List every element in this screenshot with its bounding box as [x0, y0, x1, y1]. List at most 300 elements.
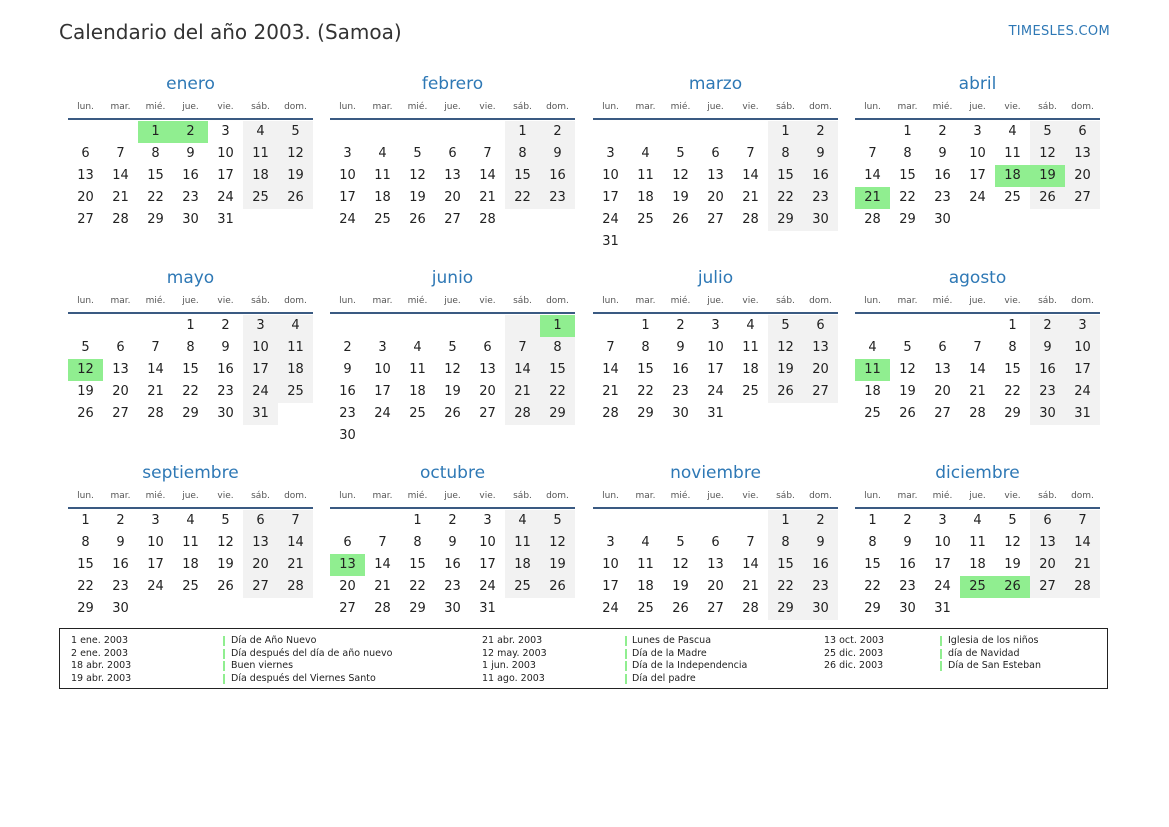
- days-grid: [68, 121, 313, 231]
- days-grid: [68, 510, 313, 620]
- day-cell: 9: [186, 146, 195, 161]
- days-grid: [855, 315, 1100, 425]
- day-cell: 31: [707, 406, 724, 421]
- day-cell: 2: [540, 121, 575, 143]
- empty-cell: [733, 403, 768, 425]
- weekday-header: [330, 485, 575, 509]
- empty-cell: [1065, 598, 1100, 620]
- weekday-label: dom.: [809, 491, 832, 501]
- month-abril: [855, 72, 1100, 231]
- legend-holiday-name: Día después del día de año nuevo: [231, 647, 393, 659]
- weekday-label: lun.: [864, 296, 881, 306]
- day-cell: 19: [540, 554, 575, 576]
- weekday-label: mié.: [407, 491, 428, 501]
- month-name: noviembre: [670, 463, 761, 483]
- day-cell: 30: [672, 406, 689, 421]
- weekday-label: mié.: [670, 296, 691, 306]
- day-cell: 18: [243, 165, 278, 187]
- day-cell: 14: [602, 362, 619, 377]
- weekday-label: mar.: [110, 102, 131, 112]
- day-cell: 6: [243, 510, 278, 532]
- weekday-header: [855, 290, 1100, 314]
- day-cell: 13: [243, 532, 278, 554]
- empty-cell: [278, 403, 313, 425]
- day-cell: 1: [903, 124, 912, 139]
- day-cell: 13: [707, 168, 724, 183]
- day-cell: 4: [278, 315, 313, 337]
- weekday-label: vie.: [479, 102, 496, 112]
- day-cell: 23: [899, 579, 916, 594]
- weekday-label: jue.: [969, 296, 986, 306]
- day-cell: 16: [899, 557, 916, 572]
- holiday-marker: [940, 636, 942, 646]
- day-cell: 15: [768, 554, 803, 576]
- weekday-label: mié.: [407, 296, 428, 306]
- day-cell: 7: [606, 340, 615, 355]
- empty-cell: [505, 425, 540, 447]
- day-cell: 22: [768, 576, 803, 598]
- day-cell: 20: [77, 190, 94, 205]
- month-julio: [593, 266, 838, 425]
- empty-cell: [505, 209, 540, 231]
- day-cell: 23: [1030, 381, 1065, 403]
- empty-cell: [400, 315, 435, 337]
- weekday-label: vie.: [1004, 102, 1021, 112]
- weekday-label: mié.: [145, 102, 166, 112]
- month-mayo: [68, 266, 313, 425]
- day-cell: 29: [147, 212, 164, 227]
- day-cell: 27: [1030, 576, 1065, 598]
- empty-cell: [365, 315, 400, 337]
- day-cell: 5: [1030, 121, 1065, 143]
- day-cell: 16: [934, 168, 951, 183]
- empty-cell: [628, 121, 663, 143]
- day-cell: 6: [1030, 510, 1065, 532]
- empty-cell: [663, 231, 698, 253]
- weekday-label: sáb.: [513, 491, 532, 501]
- day-cell: 9: [1030, 337, 1065, 359]
- empty-cell: [1065, 209, 1100, 231]
- empty-cell: [505, 598, 540, 620]
- day-cell: 12: [409, 168, 426, 183]
- weekday-label: mié.: [670, 102, 691, 112]
- day-cell: 1: [641, 318, 650, 333]
- day-cell: 8: [768, 143, 803, 165]
- day-cell: 1: [186, 318, 195, 333]
- day-cell: 6: [343, 535, 352, 550]
- calendar-grid: [68, 72, 1101, 622]
- day-cell: 24: [217, 190, 234, 205]
- day-cell: 10: [374, 362, 391, 377]
- days-grid: [593, 510, 838, 620]
- weekday-label: vie.: [742, 296, 759, 306]
- empty-cell: [365, 121, 400, 143]
- day-cell: 24: [707, 384, 724, 399]
- day-cell: 18: [969, 557, 986, 572]
- day-cell: 20: [1030, 554, 1065, 576]
- legend-date: 12 may. 2003: [482, 647, 547, 659]
- day-cell: 19: [217, 557, 234, 572]
- day-cell: 22: [147, 190, 164, 205]
- day-cell: 7: [973, 340, 982, 355]
- empty-cell: [855, 121, 890, 143]
- day-cell: 15: [409, 557, 426, 572]
- day-cell: 19: [409, 190, 426, 205]
- day-cell: 7: [868, 146, 877, 161]
- day-cell: 30: [444, 601, 461, 616]
- day-cell: 20: [934, 384, 951, 399]
- empty-cell: [593, 510, 628, 532]
- month-junio: [330, 266, 575, 447]
- day-cell: 29: [899, 212, 916, 227]
- legend-holiday-name: Día de San Esteban: [948, 660, 1041, 671]
- day-cell: 3: [151, 513, 160, 528]
- day-cell: 4: [1008, 124, 1017, 139]
- day-cell: 31: [934, 601, 951, 616]
- day-cell: 18: [742, 362, 759, 377]
- days-grid: [330, 315, 575, 447]
- weekday-label: sáb.: [513, 296, 532, 306]
- day-cell: 7: [116, 146, 125, 161]
- empty-cell: [540, 425, 575, 447]
- day-cell: 13: [330, 554, 365, 576]
- weekday-label: dom.: [546, 491, 569, 501]
- empty-cell: [628, 510, 663, 532]
- days-grid: [855, 510, 1100, 620]
- day-cell: 5: [221, 513, 230, 528]
- day-cell: 4: [868, 340, 877, 355]
- day-cell: 25: [1004, 190, 1021, 205]
- empty-cell: [1030, 209, 1065, 231]
- empty-cell: [138, 315, 173, 337]
- day-cell: 18: [278, 359, 313, 381]
- day-cell: 25: [243, 187, 278, 209]
- day-cell: 4: [973, 513, 982, 528]
- days-grid: [855, 121, 1100, 231]
- day-cell: 26: [444, 406, 461, 421]
- weekday-label: lun.: [339, 102, 356, 112]
- weekday-label: jue.: [969, 102, 986, 112]
- day-cell: 18: [995, 165, 1030, 187]
- weekday-label: dom.: [284, 102, 307, 112]
- day-cell: 3: [606, 146, 615, 161]
- day-cell: 25: [637, 601, 654, 616]
- day-cell: 12: [768, 337, 803, 359]
- day-cell: 25: [409, 406, 426, 421]
- day-cell: 4: [505, 510, 540, 532]
- weekday-label: dom.: [284, 296, 307, 306]
- empty-cell: [960, 209, 995, 231]
- day-cell: 17: [707, 362, 724, 377]
- weekday-label: dom.: [284, 491, 307, 501]
- day-cell: 2: [803, 121, 838, 143]
- day-cell: 29: [182, 406, 199, 421]
- day-cell: 17: [602, 190, 619, 205]
- month-enero: [68, 72, 313, 231]
- day-cell: 21: [1065, 554, 1100, 576]
- day-cell: 14: [374, 557, 391, 572]
- empty-cell: [1030, 598, 1065, 620]
- month-name: octubre: [419, 463, 486, 483]
- day-cell: 8: [186, 340, 195, 355]
- day-cell: 14: [864, 168, 881, 183]
- empty-cell: [103, 121, 138, 143]
- day-cell: 17: [479, 557, 496, 572]
- day-cell: 2: [448, 513, 457, 528]
- weekday-label: dom.: [809, 296, 832, 306]
- empty-cell: [698, 121, 733, 143]
- day-cell: 21: [742, 579, 759, 594]
- empty-cell: [960, 315, 995, 337]
- empty-cell: [243, 209, 278, 231]
- day-cell: 20: [479, 384, 496, 399]
- day-cell: 12: [444, 362, 461, 377]
- weekday-header: [593, 485, 838, 509]
- day-cell: 1: [413, 513, 422, 528]
- empty-cell: [330, 121, 365, 143]
- day-cell: 9: [540, 143, 575, 165]
- day-cell: 22: [540, 381, 575, 403]
- day-cell: 13: [112, 362, 129, 377]
- month-name: septiembre: [142, 463, 239, 483]
- day-cell: 20: [444, 190, 461, 205]
- day-cell: 15: [540, 359, 575, 381]
- day-cell: 21: [742, 190, 759, 205]
- holiday-marker: [940, 649, 942, 659]
- day-cell: 4: [641, 146, 650, 161]
- day-cell: 27: [243, 576, 278, 598]
- weekday-label: vie.: [1004, 491, 1021, 501]
- day-cell: 17: [934, 557, 951, 572]
- day-cell: 12: [68, 359, 103, 381]
- day-cell: 20: [339, 579, 356, 594]
- day-cell: 20: [803, 359, 838, 381]
- day-cell: 9: [343, 362, 352, 377]
- day-cell: 18: [182, 557, 199, 572]
- day-cell: 21: [112, 190, 129, 205]
- day-cell: 5: [676, 535, 685, 550]
- legend-date: 13 oct. 2003: [824, 635, 885, 646]
- day-cell: 16: [339, 384, 356, 399]
- weekday-label: sáb.: [776, 491, 795, 501]
- day-cell: 10: [339, 168, 356, 183]
- day-cell: 23: [934, 190, 951, 205]
- day-cell: 25: [374, 212, 391, 227]
- weekday-header: [855, 96, 1100, 120]
- holiday-marker: [625, 661, 627, 671]
- legend-date: 1 ene. 2003: [71, 635, 128, 646]
- day-cell: 13: [1030, 532, 1065, 554]
- day-cell: 29: [768, 598, 803, 620]
- day-cell: 30: [217, 406, 234, 421]
- month-name: julio: [697, 268, 734, 288]
- weekday-label: mié.: [932, 296, 953, 306]
- weekday-label: dom.: [1071, 491, 1094, 501]
- day-cell: 21: [602, 384, 619, 399]
- legend-holiday-name: Día de la Madre: [632, 647, 707, 659]
- day-cell: 30: [112, 601, 129, 616]
- day-cell: 19: [1030, 165, 1065, 187]
- day-cell: 23: [803, 187, 838, 209]
- site-link[interactable]: TIMESLES.COM: [1008, 24, 1110, 39]
- day-cell: 2: [173, 121, 208, 143]
- day-cell: 27: [934, 406, 951, 421]
- day-cell: 19: [768, 359, 803, 381]
- day-cell: 11: [505, 532, 540, 554]
- empty-cell: [540, 209, 575, 231]
- day-cell: 15: [1004, 362, 1021, 377]
- day-cell: 26: [77, 406, 94, 421]
- day-cell: 22: [409, 579, 426, 594]
- day-cell: 3: [938, 513, 947, 528]
- weekday-label: sáb.: [1038, 491, 1057, 501]
- day-cell: 13: [77, 168, 94, 183]
- legend-holiday-name: día de Navidad: [948, 647, 1020, 659]
- day-cell: 22: [899, 190, 916, 205]
- legend-date: 1 jun. 2003: [482, 660, 536, 671]
- day-cell: 19: [77, 384, 94, 399]
- day-cell: 12: [217, 535, 234, 550]
- empty-cell: [733, 121, 768, 143]
- day-cell: 27: [707, 212, 724, 227]
- empty-cell: [400, 425, 435, 447]
- day-cell: 5: [413, 146, 422, 161]
- weekday-label: jue.: [444, 296, 461, 306]
- weekday-label: mar.: [110, 296, 131, 306]
- day-cell: 31: [602, 234, 619, 249]
- day-cell: 26: [540, 576, 575, 598]
- day-cell: 19: [899, 384, 916, 399]
- day-cell: 7: [746, 146, 755, 161]
- day-cell: 14: [147, 362, 164, 377]
- weekday-label: vie.: [479, 491, 496, 501]
- day-cell: 11: [855, 359, 890, 381]
- weekday-label: mié.: [145, 491, 166, 501]
- day-cell: 11: [637, 168, 654, 183]
- day-cell: 17: [1065, 359, 1100, 381]
- day-cell: 20: [707, 579, 724, 594]
- day-cell: 19: [672, 190, 689, 205]
- day-cell: 1: [768, 510, 803, 532]
- day-cell: 26: [899, 406, 916, 421]
- weekday-label: jue.: [707, 102, 724, 112]
- day-cell: 7: [483, 146, 492, 161]
- day-cell: 24: [479, 579, 496, 594]
- day-cell: 24: [602, 212, 619, 227]
- month-febrero: [330, 72, 575, 231]
- month-name: abril: [958, 74, 997, 94]
- day-cell: 13: [1065, 143, 1100, 165]
- holiday-marker: [223, 674, 225, 684]
- day-cell: 11: [742, 340, 759, 355]
- day-cell: 8: [903, 146, 912, 161]
- day-cell: 14: [969, 362, 986, 377]
- empty-cell: [890, 315, 925, 337]
- day-cell: 16: [217, 362, 234, 377]
- day-cell: 23: [540, 187, 575, 209]
- legend-holiday-name: Lunes de Pascua: [632, 635, 712, 646]
- day-cell: 3: [483, 513, 492, 528]
- page-title: Calendario del año 2003. (Samoa): [59, 20, 402, 44]
- weekday-label: lun.: [602, 296, 619, 306]
- day-cell: 3: [243, 315, 278, 337]
- weekday-label: mié.: [932, 491, 953, 501]
- weekday-label: mar.: [897, 491, 918, 501]
- empty-cell: [803, 231, 838, 253]
- weekday-label: lun.: [864, 102, 881, 112]
- day-cell: 25: [960, 576, 995, 598]
- day-cell: 14: [742, 557, 759, 572]
- day-cell: 30: [1030, 403, 1065, 425]
- day-cell: 3: [1065, 315, 1100, 337]
- day-cell: 14: [278, 532, 313, 554]
- legend-holiday-name: Día después del Viernes Santo: [231, 672, 376, 684]
- day-cell: 21: [855, 187, 890, 209]
- day-cell: 8: [641, 340, 650, 355]
- day-cell: 17: [339, 190, 356, 205]
- day-cell: 24: [602, 601, 619, 616]
- day-cell: 29: [864, 601, 881, 616]
- day-cell: 16: [182, 168, 199, 183]
- day-cell: 25: [864, 406, 881, 421]
- day-cell: 17: [243, 359, 278, 381]
- day-cell: 9: [938, 146, 947, 161]
- day-cell: 10: [602, 557, 619, 572]
- holiday-legend: [59, 628, 1108, 689]
- empty-cell: [593, 315, 628, 337]
- day-cell: 10: [479, 535, 496, 550]
- empty-cell: [470, 315, 505, 337]
- legend-holiday-name: Día de la Independencia: [632, 660, 748, 671]
- weekday-label: jue.: [707, 491, 724, 501]
- day-cell: 24: [147, 579, 164, 594]
- day-cell: 18: [864, 384, 881, 399]
- day-cell: 19: [1004, 557, 1021, 572]
- day-cell: 11: [1004, 146, 1021, 161]
- day-cell: 6: [116, 340, 125, 355]
- day-cell: 14: [479, 168, 496, 183]
- weekday-header: [855, 485, 1100, 509]
- month-name: febrero: [421, 74, 484, 94]
- weekday-label: mié.: [932, 102, 953, 112]
- day-cell: 16: [540, 165, 575, 187]
- day-cell: 13: [444, 168, 461, 183]
- weekday-label: sáb.: [251, 491, 270, 501]
- weekday-label: dom.: [1071, 102, 1094, 112]
- day-cell: 13: [479, 362, 496, 377]
- weekday-label: mar.: [372, 491, 393, 501]
- day-cell: 4: [413, 340, 422, 355]
- weekday-label: mar.: [635, 102, 656, 112]
- month-octubre: [330, 461, 575, 620]
- day-cell: 18: [374, 190, 391, 205]
- days-grid: [68, 315, 313, 425]
- day-cell: 5: [1008, 513, 1017, 528]
- empty-cell: [435, 121, 470, 143]
- weekday-label: vie.: [742, 491, 759, 501]
- day-cell: 15: [147, 168, 164, 183]
- day-cell: 16: [112, 557, 129, 572]
- month-name: agosto: [948, 268, 1007, 288]
- weekday-label: jue.: [182, 491, 199, 501]
- day-cell: 28: [1065, 576, 1100, 598]
- day-cell: 27: [77, 212, 94, 227]
- day-cell: 7: [505, 337, 540, 359]
- weekday-label: vie.: [479, 296, 496, 306]
- day-cell: 24: [243, 381, 278, 403]
- day-cell: 22: [182, 384, 199, 399]
- legend-date: 25 dic. 2003: [824, 647, 884, 659]
